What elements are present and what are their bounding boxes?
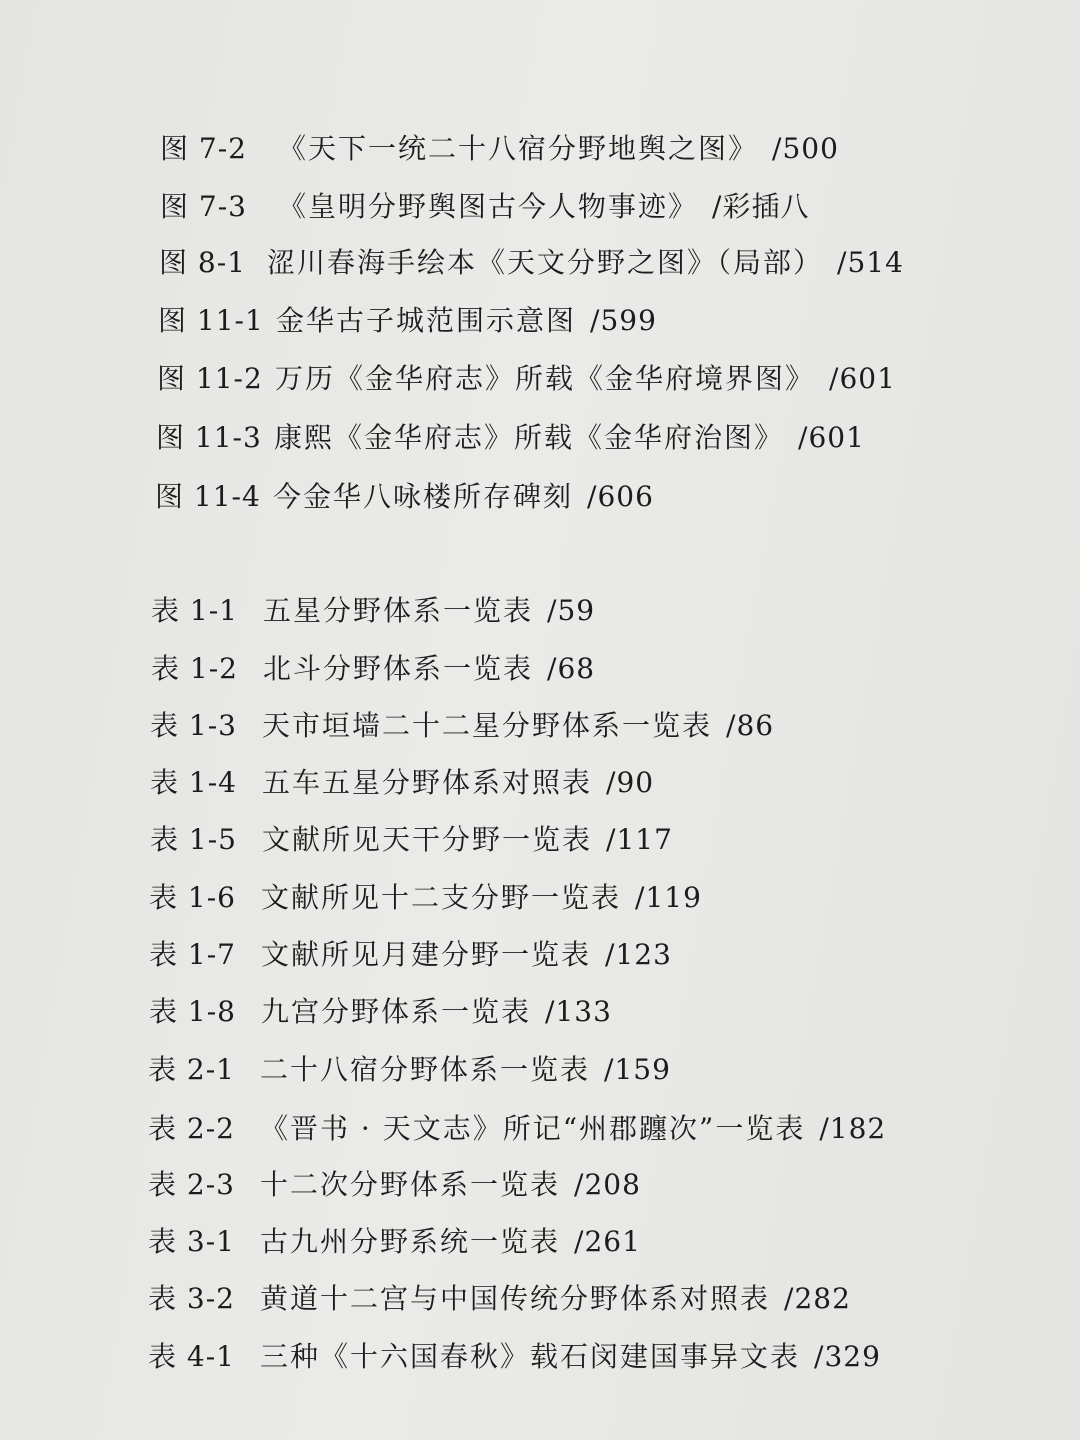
table-title: 文献所见月建分野一览表: [261, 938, 592, 971]
figure-page: /彩插八: [712, 190, 810, 223]
table-number: 表 3-2: [148, 1282, 235, 1315]
table-page: /182: [819, 1112, 887, 1145]
table-title: 二十八宿分野体系一览表: [260, 1053, 591, 1086]
figure-number: 图 11-4: [155, 480, 261, 513]
table-page: /282: [784, 1282, 851, 1315]
table-entry: [148, 1112, 886, 1146]
table-page: /329: [814, 1340, 881, 1373]
table-page: /68: [547, 652, 596, 685]
table-number: 表 2-3: [148, 1168, 235, 1201]
table-entry: [149, 995, 612, 1029]
table-page: /123: [605, 938, 672, 971]
figure-entry: [156, 421, 865, 455]
table-number: 表 1-6: [149, 881, 236, 914]
table-number: 表 3-1: [148, 1225, 235, 1258]
table-title: 天市垣墙二十二星分野体系一览表: [262, 709, 713, 742]
figure-title: 《皇明分野舆图古今人物事迹》: [278, 190, 699, 223]
table-title: 文献所见天干分野一览表: [262, 823, 593, 856]
table-entry: [148, 1340, 881, 1374]
table-entry: [150, 823, 673, 857]
table-title: 九宫分野体系一览表: [261, 995, 532, 1028]
table-page: /86: [726, 709, 775, 742]
figure-page: /514: [837, 246, 904, 279]
figure-entry: [159, 246, 904, 280]
figure-page: /599: [590, 304, 657, 337]
figure-title: 《天下一统二十八宿分野地舆之图》: [278, 132, 759, 165]
table-title: 十二次分野体系一览表: [260, 1168, 561, 1201]
table-entry: [148, 1053, 671, 1087]
figure-title: 涩川春海手绘本《天文分野之图》（局部）: [267, 246, 824, 279]
table-number: 表 1-3: [150, 709, 237, 742]
figure-title: 万历《金华府志》所载《金华府境界图》: [275, 362, 816, 395]
table-page: /119: [635, 881, 702, 914]
figure-entry: [158, 304, 657, 338]
figure-title: 金华古子城范围示意图: [276, 304, 577, 337]
table-title: 五车五星分野体系对照表: [262, 766, 593, 799]
figure-page: /606: [587, 480, 654, 513]
figure-entry: [155, 480, 654, 514]
table-title: 古九州分野系统一览表: [260, 1225, 561, 1258]
table-number: 表 1-2: [151, 652, 238, 685]
table-entry: [150, 766, 654, 800]
figure-page: /601: [829, 362, 896, 395]
table-title: 北斗分野体系一览表: [263, 652, 534, 685]
figure-entry: [160, 132, 839, 166]
table-entry: [148, 1168, 641, 1202]
table-page: /90: [606, 766, 655, 799]
table-entry: [151, 594, 595, 628]
table-entry: [148, 1225, 641, 1259]
table-number: 表 2-2: [148, 1112, 235, 1145]
table-title: 文献所见十二支分野一览表: [261, 881, 622, 914]
table-page: /208: [574, 1168, 641, 1201]
table-number: 表 1-8: [149, 995, 236, 1028]
figure-number: 图 11-1: [158, 304, 264, 337]
table-number: 表 1-1: [151, 594, 238, 627]
table-number: 表 2-1: [148, 1053, 235, 1086]
table-entry: [148, 1282, 851, 1316]
table-entry: [149, 881, 702, 915]
table-title: 五星分野体系一览表: [263, 594, 534, 627]
figure-number: 图 11-3: [156, 421, 262, 454]
table-number: 表 1-5: [150, 823, 237, 856]
figure-page: /601: [798, 421, 865, 454]
table-page: /133: [545, 995, 612, 1028]
figure-number: 图 11-2: [157, 362, 263, 395]
figure-title: 康熙《金华府志》所载《金华府治图》: [274, 421, 785, 454]
table-page: /159: [604, 1053, 671, 1086]
table-title: 黄道十二宫与中国传统分野体系对照表: [260, 1282, 771, 1315]
table-entry: [150, 709, 774, 743]
figure-number: 图 7-3: [160, 190, 247, 223]
figure-number: 图 8-1: [159, 246, 246, 279]
table-title: 三种《十六国春秋》载石闵建国事异文表: [260, 1340, 801, 1373]
table-number: 表 4-1: [148, 1340, 235, 1373]
table-page: /261: [574, 1225, 641, 1258]
table-number: 表 1-7: [149, 938, 236, 971]
figure-number: 图 7-2: [160, 132, 247, 165]
figure-page: /500: [772, 132, 839, 165]
table-page: /59: [547, 594, 596, 627]
table-page: /117: [606, 823, 673, 856]
figure-entry: [160, 190, 809, 224]
table-entry: [151, 652, 595, 686]
figure-entry: [157, 362, 896, 396]
table-title: 《晋书 · 天文志》所记“州郡躔次”一览表: [260, 1112, 806, 1145]
figure-title: 今金华八咏楼所存碑刻: [273, 480, 574, 513]
table-number: 表 1-4: [150, 766, 237, 799]
table-entry: [149, 938, 672, 972]
